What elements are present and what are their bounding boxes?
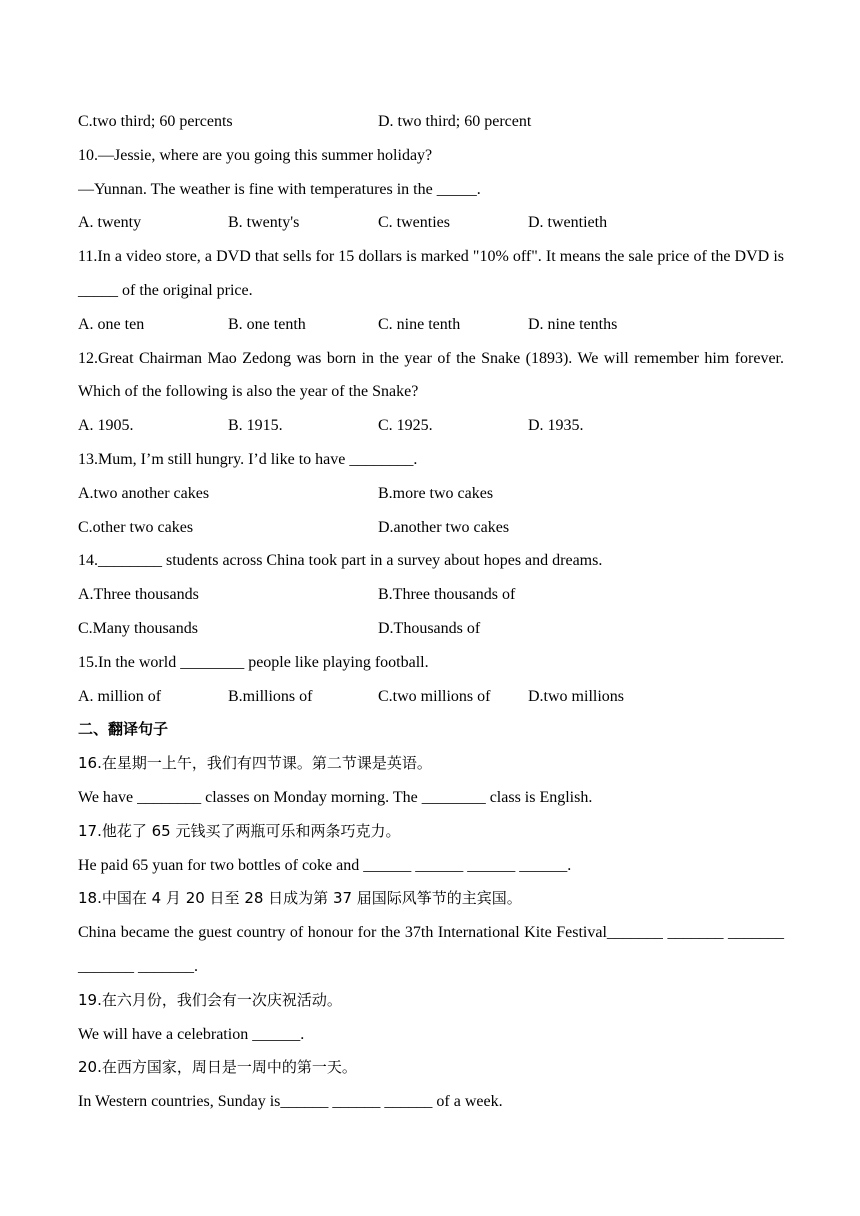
q14-option-a: A.Three thousands [78,586,199,604]
q13-option-d: D.another two cakes [378,518,510,536]
q13-option-b: B.more two cakes [378,484,494,502]
q13-stem: 13.Mum, I’m still hungry. I’d like to have ________. [78,450,418,468]
q12-options [78,409,784,443]
q16-english: We have ________ classes on Monday morning. The ________ class is English. [78,788,593,806]
q14-option-d: D.Thousands of [378,619,481,637]
q15-option-b: B.millions of [228,687,313,705]
q9-option-c: C.two third; 60 percents [78,113,233,130]
q10-option-c: C. twenties [378,214,450,232]
q18-english: China became the guest country of honour for the 37th International Kite Festival_______ _______ _______ _______ _______. [78,924,784,975]
q11-option-c: C. nine tenth [378,315,461,333]
q10-option-d: D. twentieth [528,214,608,232]
q13-option-a: A.two another cakes [78,484,210,502]
q14-options-ab [78,578,784,612]
q17-chinese: 17.他花了 65 元钱买了两瓶可乐和两条巧克力。 [78,821,401,840]
q10-option-a: A. twenty [78,214,142,232]
q18-chinese: 18.中国在 4 月 20 日至 28 日成为第 37 届国际风筝节的主宾国。 [78,889,522,908]
document-content [78,105,784,1119]
q14-options-cd [78,612,784,646]
q13-options-cd [78,511,784,545]
q10-line2: —Yunnan. The weather is fine with temperatures in the _____. [78,180,481,198]
q17-english: He paid 65 yuan for two bottles of coke and ______ ______ ______ ______. [78,856,572,874]
q11-stem: 11.In a video store, a DVD that sells for 15 dollars is marked "10% off". It means the sale price of the DVD is _____ of the original price. [78,248,784,299]
q15-option-d: D.two millions [528,687,625,705]
section-title-translation: 二、翻译句子 [78,720,169,739]
q15-option-a: A. million of [78,687,162,705]
q13-option-c: C.other two cakes [78,518,194,536]
q16-chinese: 16.在星期一上午，我们有四节课。第二节课是英语。 [78,754,432,773]
q12-option-c: C. 1925. [378,417,433,435]
q12-stem: 12.Great Chairman Mao Zedong was born in the year of the Snake (1893). We will remember him forever. Which of the following is also the year of the Snake? [78,349,784,401]
q10-line1: 10.—Jessie, where are you going this summer holiday? [78,146,433,164]
q11-option-d: D. nine tenths [528,315,618,333]
q20-chinese: 20.在西方国家，周日是一周中的第一天。 [78,1058,357,1077]
q9-options [78,105,784,139]
q11-options [78,308,784,342]
q19-english: We will have a celebration ______. [78,1025,305,1043]
q14-stem: 14.________ students across China took part in a survey about hopes and dreams. [78,552,603,570]
q12-option-d: D. 1935. [528,417,584,435]
q20-english: In Western countries, Sunday is______ ______ ______ of a week. [78,1093,503,1111]
q13-options-ab [78,477,784,511]
q12-option-a: A. 1905. [78,417,134,435]
q14-option-b: B.Three thousands of [378,586,516,604]
q11-option-b: B. one tenth [228,315,306,333]
q15-stem: 15.In the world ________ people like playing football. [78,653,429,671]
q10-options [78,206,784,240]
q15-options [78,680,784,714]
q15-option-c: C.two millions of [378,687,491,705]
q19-chinese: 19.在六月份，我们会有一次庆祝活动。 [78,990,342,1009]
q10-option-b: B. twenty's [228,214,300,232]
q11-option-a: A. one ten [78,315,145,333]
q9-option-d: D. two third; 60 percent [378,113,532,130]
q14-option-c: C.Many thousands [78,619,198,637]
q12-option-b: B. 1915. [228,417,283,435]
